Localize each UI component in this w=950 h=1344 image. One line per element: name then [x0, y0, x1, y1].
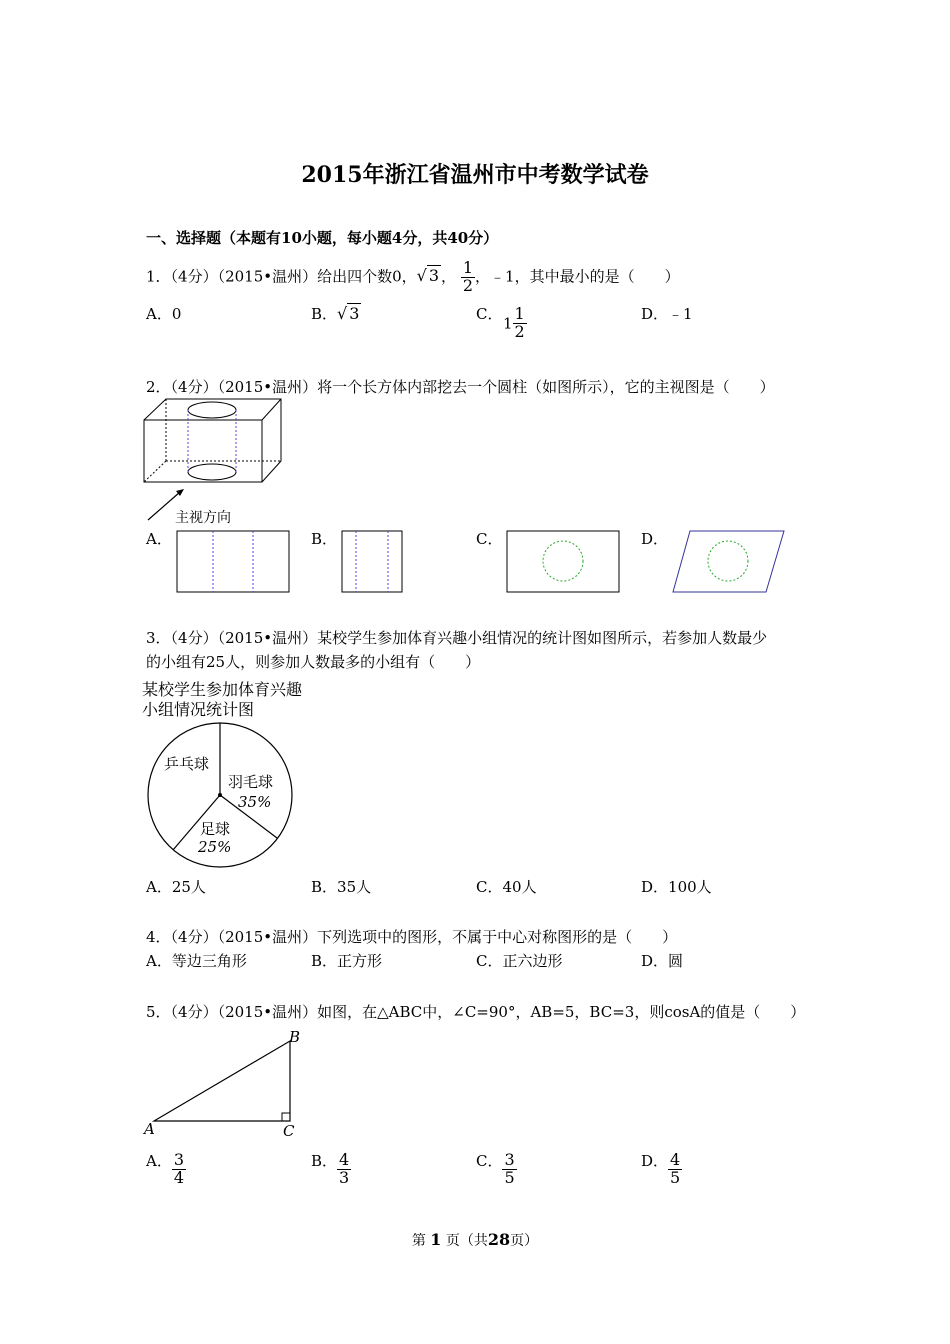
q2-option-c-label: C． [476, 530, 503, 548]
q2-option-a-figure [174, 528, 292, 595]
chart-title-line-1: 某校学生参加体育兴趣 [142, 680, 303, 699]
question-1: 1．（4分）（2015•温州）给出四个数0，√ 3 ， $\frac{1}{2}$ ，﹣1，其中最小的是（ ） [146, 258, 680, 295]
question-4: 4．（4分）（2015•温州）下列选项中的图形，不属于中心对称图形的是（ ） [146, 928, 678, 946]
q2-option-d-label: D． [641, 530, 669, 548]
q5-option-d: D． $\frac{4}{5}$ [641, 1150, 681, 1187]
page-footer: 第 1 页（共28页） [411, 1230, 539, 1249]
page-total: 28 [487, 1230, 511, 1249]
section-heading: 一、选择题（本题有10小题，每小题4分，共40分） [146, 229, 499, 247]
q1-prefix: 1．（4分）（2015•温州）给出四个数0， [146, 267, 417, 286]
q1-suffix: ，﹣1，其中最小的是（ ） [475, 267, 680, 286]
question-5: 5．（4分）（2015•温州）如图，在△ABC中，∠C=90°，AB=5，BC=3，则cosA的值是（ ） [146, 1003, 806, 1021]
q5-option-a: A． $\frac{3}{4}$ [146, 1150, 185, 1187]
q1-option-d: D．﹣1 [641, 305, 693, 323]
page-title: 2015年浙江省温州市中考数学试卷 [301, 162, 649, 188]
question-3-line-1: 3．（4分）（2015•温州）某校学生参加体育兴趣小组情况的统计图如图所示，若参加人数最少 [146, 629, 768, 647]
q5-option-b: B． $\frac{4}{3}$ [311, 1150, 350, 1187]
q4-option-c: C．正六边形 [476, 952, 563, 970]
vertex-c-label: C [283, 1122, 295, 1140]
slice-label-football: 足球 [200, 820, 231, 838]
q3-option-c: C．40人 [476, 878, 537, 896]
q1-option-c: C． [476, 305, 503, 323]
q3-option-d: D．100人 [641, 878, 712, 896]
q2-option-b-figure [339, 528, 405, 595]
q1-fraction: $\frac{1}{2}$ [462, 258, 474, 295]
q4-option-b: B．正方形 [311, 952, 383, 970]
q1-option-a: A．0 [146, 305, 182, 323]
q1-option-b: B．√ 3 [311, 304, 360, 323]
slice-label-badminton: 羽毛球 [228, 773, 274, 791]
q1-option-c-value: 1 $\frac{1}{2}$ [503, 304, 525, 341]
q2-option-c-figure [504, 528, 622, 595]
q4-option-d: D．圆 [641, 952, 684, 970]
slice-pct-football: 25% [198, 838, 232, 856]
q4-option-a: A．等边三角形 [146, 952, 247, 970]
pie-center [218, 793, 222, 797]
page-number: 1 [430, 1230, 442, 1249]
q3-option-a: A．25人 [146, 878, 206, 896]
q2-view-label: 主视方向 [175, 510, 231, 526]
slice-label-pingpong: 乒乓球 [164, 755, 210, 773]
q1-sqrt: √ 3 [416, 266, 440, 286]
q5-option-c: C． $\frac{3}{5}$ [476, 1150, 515, 1187]
question-2: 2．（4分）（2015•温州）将一个长方体内部挖去一个圆柱（如图所示），它的主视图是（ ） [146, 378, 775, 396]
q3-option-b: B．35人 [311, 878, 372, 896]
slice-pct-badminton: 35% [238, 793, 272, 811]
vertex-a-label: A [144, 1120, 155, 1138]
q5-triangle-figure [150, 1035, 295, 1125]
q2-option-a-label: A． [146, 530, 172, 548]
chart-title-line-2: 小组情况统计图 [142, 700, 255, 719]
vertex-b-label: B [289, 1028, 301, 1046]
q2-option-b-label: B． [311, 530, 338, 548]
q2-option-d-figure [670, 528, 788, 595]
question-3-line-2: 的小组有25人，则参加人数最多的小组有（ ） [146, 653, 481, 671]
